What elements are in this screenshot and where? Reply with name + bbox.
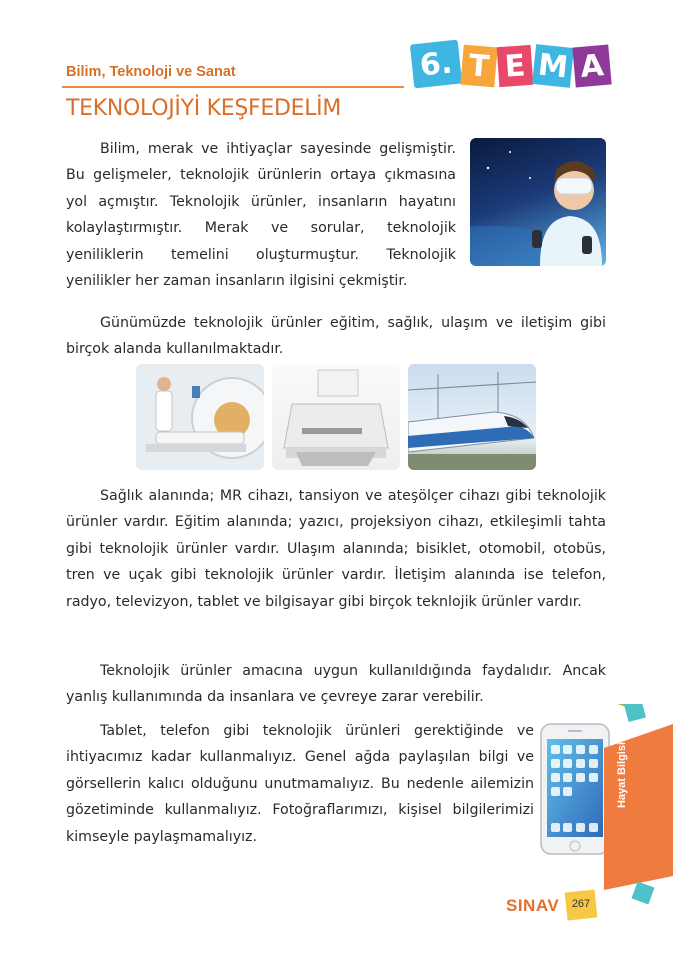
paragraph-intro: Bilim, merak ve ihtiyaçlar sayesinde gelişmiştir. Bu gelişmeler, teknolojik ürünlerin ortaya çıkmasına yol açmıştır. Teknolojik ürünler, insanların hayatını kolaylaştırmıştır. Merak ve sorular, teknolojik yeniliklerin temelini oluşturmuştur. Teknolojik yenilikler her zaman insanların ilgisini çekmiştir. [66,141,456,290]
side-tab-shape [604,704,673,910]
high-speed-train-photo [408,364,536,470]
page-number: 267 [571,898,591,910]
theme-badge [412,38,612,86]
smartphone-photo [540,723,610,855]
section-title: TEKNOLOJİYİ KEŞFEDELİM [66,96,342,121]
vr-headset-photo [470,138,606,266]
paragraph-usage-areas: Günümüzde teknolojik ürünler eğitim, sağlık, ulaşım ve iletişim gibi birçok alanda kullanılmaktadır. [66,315,606,358]
header-rule [62,86,404,88]
paragraph-benefit-harm: Teknolojik ürünler amacına uygun kullanıldığında faydalıdır. Ancak yanlış kullanımında da insanlara ve çevreye zarar verebilir. [66,663,606,706]
mri-machine-photo [136,364,264,470]
theme-badge-letter: M [532,44,574,88]
paragraph-safe-usage: Tablet, telefon gibi teknolojik ürünleri gerektiğinde ve ihtiyacımız kadar kullanmalıyız. Genel ağda paylaşılan bilgi ve görsellerin kalıcı olduğunu unutmamalıyız. Bu nedenle ailemizin gözetiminde kullanmalıyız. Fotoğraflarımızı, kişisel bilgilerimizi kimseyle paylaşmamalıyız. [66,723,534,845]
subject-heading: Bilim, Teknoloji ve Sanat [66,64,236,80]
paragraph-examples: Sağlık alanında; MR cihazı, tansiyon ve ateşölçer cihazı gibi teknolojik ürünler vardır. Eğitim alanında; yazıcı, projeksiyon cihazı, etkileşimli tahta gibi teknolojik ürünler vardır. Ulaşım alanında; bisiklet, otomobil, otobüs, tren ve uçak gibi teknolojik ürünler vardır. İletişim alanında ise telefon, radyo, televizyon, tablet ve bilgisayar gibi birçok teknlojik ürünler vardır. [66,488,606,610]
footer-brand: SINAV [506,896,560,915]
theme-badge-letter: E [497,45,534,87]
printer-photo [272,364,400,470]
theme-badge-letter: A [572,45,611,88]
side-tab-label: Hayat Bilgisi [616,741,628,808]
theme-badge-number: 6. [410,40,462,89]
theme-badge-letter: T [460,45,497,88]
